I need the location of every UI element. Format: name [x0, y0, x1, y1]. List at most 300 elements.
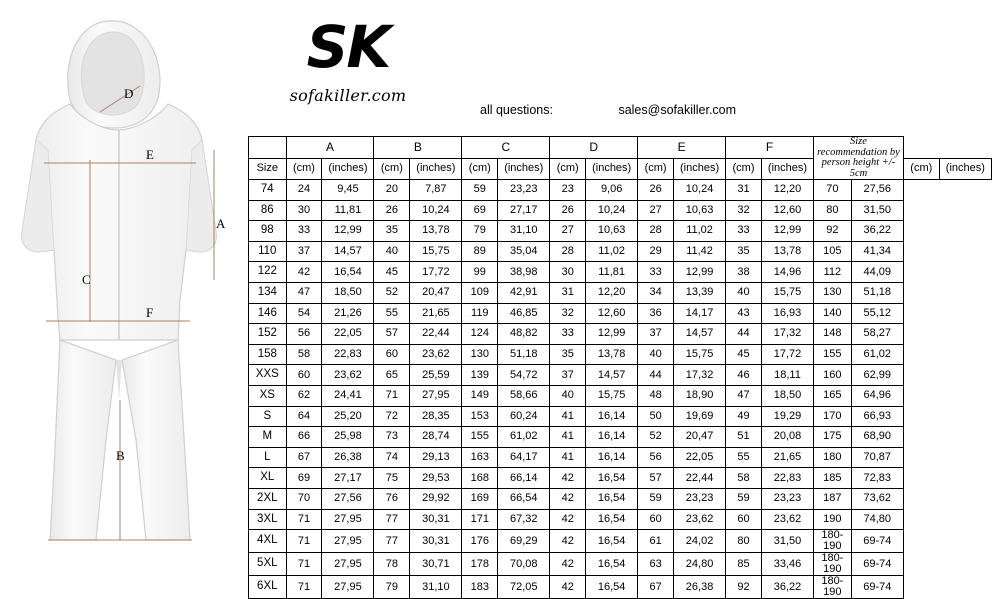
- cell-r10-c0: 62: [286, 385, 322, 406]
- cell-r4-c6: 30: [550, 262, 586, 283]
- cell-r17-c9: 24,02: [674, 530, 726, 553]
- cell-r18-c0: 71: [286, 553, 322, 576]
- cell-r9-c13: 62,99: [851, 365, 903, 386]
- cell-r2-c7: 10,63: [586, 221, 638, 242]
- cell-r8-c13: 61,02: [851, 344, 903, 365]
- cell-size-98: 98: [249, 221, 287, 242]
- cell-r1-c8: 27: [638, 200, 674, 221]
- cell-r3-c11: 13,78: [761, 241, 813, 262]
- cell-r6-c13: 55,12: [851, 303, 903, 324]
- cell-r4-c2: 45: [374, 262, 410, 283]
- cell-r11-c6: 41: [550, 406, 586, 427]
- cell-r12-c13: 68,90: [851, 427, 903, 448]
- column-header-a-cm: (cm): [286, 158, 322, 180]
- cell-r5-c1: 18,50: [322, 282, 374, 303]
- column-header-e-in: (inches): [674, 158, 726, 180]
- cell-r2-c13: 36,22: [851, 221, 903, 242]
- cell-r2-c6: 27: [550, 221, 586, 242]
- crotch-detail: [116, 360, 122, 400]
- cell-r16-c11: 23,62: [761, 509, 813, 530]
- cell-r9-c12: 160: [814, 365, 852, 386]
- cell-r16-c8: 60: [638, 509, 674, 530]
- cell-r11-c8: 50: [638, 406, 674, 427]
- cell-r15-c12: 187: [814, 488, 852, 509]
- cell-r19-c11: 36,22: [761, 576, 813, 599]
- cell-r8-c12: 155: [814, 344, 852, 365]
- cell-r5-c10: 40: [726, 282, 762, 303]
- cell-r11-c3: 28,35: [410, 406, 462, 427]
- cell-r0-c3: 7,87: [410, 180, 462, 201]
- table-row: [249, 262, 992, 283]
- cell-r14-c3: 29,53: [410, 468, 462, 489]
- cell-r5-c13: 51,18: [851, 282, 903, 303]
- cell-r6-c7: 12,60: [586, 303, 638, 324]
- table-row: [249, 553, 992, 576]
- table-row: [249, 282, 992, 303]
- cell-r2-c9: 11,02: [674, 221, 726, 242]
- cell-r17-c1: 27,95: [322, 530, 374, 553]
- cell-r4-c12: 112: [814, 262, 852, 283]
- cell-r3-c1: 14,57: [322, 241, 374, 262]
- cell-r12-c6: 41: [550, 427, 586, 448]
- cell-r14-c13: 72,83: [851, 468, 903, 489]
- cell-size-m: M: [249, 427, 287, 448]
- cell-r1-c13: 31,50: [851, 200, 903, 221]
- cell-r18-c5: 70,08: [498, 553, 550, 576]
- cell-r0-c2: 20: [374, 180, 410, 201]
- cell-r4-c7: 11,81: [586, 262, 638, 283]
- cell-r19-c4: 183: [462, 576, 498, 599]
- cell-size-158: 158: [249, 344, 287, 365]
- cell-r6-c10: 43: [726, 303, 762, 324]
- cell-r14-c8: 57: [638, 468, 674, 489]
- cell-r2-c4: 79: [462, 221, 498, 242]
- dim-label-c: C: [82, 272, 91, 287]
- table-row: [249, 385, 992, 406]
- cell-r15-c0: 70: [286, 488, 322, 509]
- cell-r2-c10: 33: [726, 221, 762, 242]
- cell-r12-c5: 61,02: [498, 427, 550, 448]
- cell-r17-c4: 176: [462, 530, 498, 553]
- cell-r18-c3: 30,71: [410, 553, 462, 576]
- cell-r5-c6: 31: [550, 282, 586, 303]
- cell-r6-c6: 32: [550, 303, 586, 324]
- dim-label-e: E: [146, 147, 154, 162]
- cell-r6-c0: 54: [286, 303, 322, 324]
- cell-r8-c10: 45: [726, 344, 762, 365]
- cell-r12-c4: 155: [462, 427, 498, 448]
- cell-r14-c4: 168: [462, 468, 498, 489]
- cell-r15-c7: 16,54: [586, 488, 638, 509]
- cell-r0-c11: 12,20: [761, 180, 813, 201]
- column-header-b-in: (inches): [410, 158, 462, 180]
- cell-r14-c5: 66,14: [498, 468, 550, 489]
- cell-r18-c6: 42: [550, 553, 586, 576]
- cell-r10-c7: 15,75: [586, 385, 638, 406]
- cell-r8-c3: 23,62: [410, 344, 462, 365]
- cell-r4-c5: 38,98: [498, 262, 550, 283]
- cell-r5-c2: 52: [374, 282, 410, 303]
- cell-size-6xl: 6XL: [249, 576, 287, 599]
- group-header-a: A: [286, 137, 374, 159]
- cell-r5-c9: 13,39: [674, 282, 726, 303]
- cell-size-4xl: 4XL: [249, 530, 287, 553]
- cell-r18-c2: 78: [374, 553, 410, 576]
- cell-r11-c10: 49: [726, 406, 762, 427]
- cell-r12-c12: 175: [814, 427, 852, 448]
- cell-r1-c3: 10,24: [410, 200, 462, 221]
- cell-r13-c11: 21,65: [761, 447, 813, 468]
- dim-label-f: F: [146, 305, 154, 320]
- cell-r14-c1: 27,17: [322, 468, 374, 489]
- cell-r7-c12: 148: [814, 324, 852, 345]
- cell-r13-c9: 22,05: [674, 447, 726, 468]
- cell-r16-c10: 60: [726, 509, 762, 530]
- cell-r7-c5: 48,82: [498, 324, 550, 345]
- cell-size-110: 110: [249, 241, 287, 262]
- brand-block: [248, 12, 448, 132]
- cell-r16-c1: 27,95: [322, 509, 374, 530]
- cell-r12-c7: 16,14: [586, 427, 638, 448]
- cell-r13-c6: 41: [550, 447, 586, 468]
- cell-r6-c12: 140: [814, 303, 852, 324]
- cell-r19-c8: 67: [638, 576, 674, 599]
- cell-r7-c4: 124: [462, 324, 498, 345]
- cell-r5-c4: 109: [462, 282, 498, 303]
- cell-size-l: L: [249, 447, 287, 468]
- cell-r3-c7: 11,02: [586, 241, 638, 262]
- group-header-b: B: [374, 137, 462, 159]
- cell-r14-c11: 22,83: [761, 468, 813, 489]
- cell-r19-c1: 27,95: [322, 576, 374, 599]
- cell-r4-c3: 17,72: [410, 262, 462, 283]
- cell-r11-c0: 64: [286, 406, 322, 427]
- cell-r9-c6: 37: [550, 365, 586, 386]
- cell-r8-c11: 17,72: [761, 344, 813, 365]
- cell-r15-c1: 27,56: [322, 488, 374, 509]
- cell-r15-c13: 73,62: [851, 488, 903, 509]
- cell-r1-c1: 11,81: [322, 200, 374, 221]
- cell-r0-c1: 9,45: [322, 180, 374, 201]
- cell-r6-c5: 46,85: [498, 303, 550, 324]
- cell-r7-c11: 17,32: [761, 324, 813, 345]
- table-row: [249, 180, 992, 201]
- spacer-cell: [249, 137, 287, 159]
- cell-r4-c4: 99: [462, 262, 498, 283]
- table-row: [249, 241, 992, 262]
- cell-r16-c0: 71: [286, 509, 322, 530]
- cell-r3-c13: 41,34: [851, 241, 903, 262]
- cell-r8-c0: 58: [286, 344, 322, 365]
- dim-label-d: D: [124, 86, 134, 101]
- cell-r0-c10: 31: [726, 180, 762, 201]
- cell-r19-c13: 69-74: [851, 576, 903, 599]
- cell-r10-c2: 71: [374, 385, 410, 406]
- cell-r3-c10: 35: [726, 241, 762, 262]
- cell-size-xxs: XXS: [249, 365, 287, 386]
- cell-r19-c6: 42: [550, 576, 586, 599]
- cell-r11-c1: 25,20: [322, 406, 374, 427]
- cell-r9-c0: 60: [286, 365, 322, 386]
- cell-r8-c6: 35: [550, 344, 586, 365]
- cell-r10-c1: 24,41: [322, 385, 374, 406]
- cell-r9-c2: 65: [374, 365, 410, 386]
- cell-r17-c10: 80: [726, 530, 762, 553]
- cell-size-s: S: [249, 406, 287, 427]
- cell-r11-c4: 153: [462, 406, 498, 427]
- cell-size-86: 86: [249, 200, 287, 221]
- cell-r0-c0: 24: [286, 180, 322, 201]
- cell-r16-c6: 42: [550, 509, 586, 530]
- cell-r17-c12: 180-190: [814, 530, 852, 553]
- table-row: [249, 576, 992, 599]
- cell-r3-c5: 35,04: [498, 241, 550, 262]
- cell-r14-c7: 16,54: [586, 468, 638, 489]
- cell-r11-c7: 16,14: [586, 406, 638, 427]
- cell-r14-c2: 75: [374, 468, 410, 489]
- column-header-f-cm: (cm): [726, 158, 762, 180]
- cell-r17-c5: 69,29: [498, 530, 550, 553]
- cell-r9-c10: 46: [726, 365, 762, 386]
- table-row: [249, 509, 992, 530]
- cell-r5-c8: 34: [638, 282, 674, 303]
- cell-size-74: 74: [249, 180, 287, 201]
- cell-r0-c9: 10,24: [674, 180, 726, 201]
- cell-r8-c8: 40: [638, 344, 674, 365]
- cell-r12-c1: 25,98: [322, 427, 374, 448]
- cell-r18-c12: 180-190: [814, 553, 852, 576]
- cell-r1-c0: 30: [286, 200, 322, 221]
- sofakiller-logo: SK: [306, 13, 390, 81]
- group-header-c: C: [462, 137, 550, 159]
- cell-r17-c7: 16,54: [586, 530, 638, 553]
- cell-r10-c9: 18,90: [674, 385, 726, 406]
- cell-r7-c6: 33: [550, 324, 586, 345]
- cell-r0-c12: 70: [814, 180, 852, 201]
- cell-r2-c12: 92: [814, 221, 852, 242]
- cell-r13-c10: 55: [726, 447, 762, 468]
- cell-r3-c6: 28: [550, 241, 586, 262]
- cell-r0-c6: 23: [550, 180, 586, 201]
- cell-size-134: 134: [249, 282, 287, 303]
- cell-r13-c4: 163: [462, 447, 498, 468]
- column-header-size: Size: [249, 158, 287, 180]
- cell-size-5xl: 5XL: [249, 553, 287, 576]
- cell-r3-c9: 11,42: [674, 241, 726, 262]
- cell-r0-c5: 23,23: [498, 180, 550, 201]
- cell-r15-c9: 23,23: [674, 488, 726, 509]
- cell-r17-c8: 61: [638, 530, 674, 553]
- cell-r7-c1: 22,05: [322, 324, 374, 345]
- cell-r10-c5: 58,66: [498, 385, 550, 406]
- cell-r8-c1: 22,83: [322, 344, 374, 365]
- brand-website: sofakiller.com: [289, 86, 407, 105]
- column-header-e-cm: (cm): [638, 158, 674, 180]
- cell-r17-c13: 69-74: [851, 530, 903, 553]
- cell-r13-c1: 26,38: [322, 447, 374, 468]
- cell-r6-c8: 36: [638, 303, 674, 324]
- cell-r15-c4: 169: [462, 488, 498, 509]
- garment-illustration-panel: [0, 0, 250, 584]
- cell-r9-c9: 17,32: [674, 365, 726, 386]
- cell-r6-c4: 119: [462, 303, 498, 324]
- cell-r9-c4: 139: [462, 365, 498, 386]
- group-header-e: E: [638, 137, 726, 159]
- cell-r19-c7: 16,54: [586, 576, 638, 599]
- cell-r14-c10: 58: [726, 468, 762, 489]
- cell-r1-c6: 26: [550, 200, 586, 221]
- cell-r4-c13: 44,09: [851, 262, 903, 283]
- contact-label: all questions:: [480, 103, 553, 117]
- cell-r8-c9: 15,75: [674, 344, 726, 365]
- group-header-d: D: [550, 137, 638, 159]
- cell-r9-c7: 14,57: [586, 365, 638, 386]
- contact-email[interactable]: sales@sofakiller.com: [618, 103, 737, 117]
- table-row: [249, 303, 992, 324]
- cell-r8-c4: 130: [462, 344, 498, 365]
- cell-r1-c10: 32: [726, 200, 762, 221]
- cell-r4-c8: 33: [638, 262, 674, 283]
- cell-r11-c5: 60,24: [498, 406, 550, 427]
- cell-r18-c13: 69-74: [851, 553, 903, 576]
- cell-r9-c3: 25,59: [410, 365, 462, 386]
- cell-r12-c9: 20,47: [674, 427, 726, 448]
- cell-r2-c5: 31,10: [498, 221, 550, 242]
- cell-r18-c1: 27,95: [322, 553, 374, 576]
- cell-r15-c5: 66,54: [498, 488, 550, 509]
- cell-r10-c3: 27,95: [410, 385, 462, 406]
- cell-r1-c11: 12,60: [761, 200, 813, 221]
- cell-r13-c13: 70,87: [851, 447, 903, 468]
- cell-r12-c10: 51: [726, 427, 762, 448]
- cell-size-122: 122: [249, 262, 287, 283]
- cell-r16-c4: 171: [462, 509, 498, 530]
- size-chart-table-wrap: [248, 136, 992, 599]
- cell-r16-c12: 190: [814, 509, 852, 530]
- column-header-f-in: (inches): [761, 158, 813, 180]
- cell-r12-c2: 73: [374, 427, 410, 448]
- cell-r13-c0: 67: [286, 447, 322, 468]
- cell-r3-c3: 15,75: [410, 241, 462, 262]
- cell-r4-c11: 14,96: [761, 262, 813, 283]
- cell-r1-c4: 69: [462, 200, 498, 221]
- table-row: [249, 468, 992, 489]
- cell-r2-c2: 35: [374, 221, 410, 242]
- cell-r15-c3: 29,92: [410, 488, 462, 509]
- cell-r19-c10: 92: [726, 576, 762, 599]
- cell-r16-c5: 67,32: [498, 509, 550, 530]
- cell-r1-c5: 27,17: [498, 200, 550, 221]
- cell-r11-c2: 72: [374, 406, 410, 427]
- cell-r9-c8: 44: [638, 365, 674, 386]
- cell-r4-c0: 42: [286, 262, 322, 283]
- cell-size-3xl: 3XL: [249, 509, 287, 530]
- cell-r18-c9: 24,80: [674, 553, 726, 576]
- cell-r10-c12: 165: [814, 385, 852, 406]
- cell-r9-c1: 23,62: [322, 365, 374, 386]
- cell-r5-c3: 20,47: [410, 282, 462, 303]
- cell-r3-c0: 37: [286, 241, 322, 262]
- cell-r17-c0: 71: [286, 530, 322, 553]
- cell-r0-c8: 26: [638, 180, 674, 201]
- column-header-reco-in: (inches): [939, 158, 991, 180]
- dim-label-a: A: [216, 216, 226, 231]
- size-chart-table: [248, 136, 992, 599]
- cell-r7-c2: 57: [374, 324, 410, 345]
- dim-label-b: B: [116, 448, 125, 463]
- cell-r2-c3: 13,78: [410, 221, 462, 242]
- cell-r14-c0: 69: [286, 468, 322, 489]
- cell-size-146: 146: [249, 303, 287, 324]
- cell-r15-c10: 59: [726, 488, 762, 509]
- table-row: [249, 406, 992, 427]
- cell-r15-c8: 59: [638, 488, 674, 509]
- cell-r17-c11: 31,50: [761, 530, 813, 553]
- cell-r16-c9: 23,62: [674, 509, 726, 530]
- cell-r16-c7: 16,54: [586, 509, 638, 530]
- cell-r10-c4: 149: [462, 385, 498, 406]
- cell-r0-c4: 59: [462, 180, 498, 201]
- cell-r1-c12: 80: [814, 200, 852, 221]
- cell-r7-c9: 14,57: [674, 324, 726, 345]
- cell-r10-c8: 48: [638, 385, 674, 406]
- cell-r19-c5: 72,05: [498, 576, 550, 599]
- cell-r1-c7: 10,24: [586, 200, 638, 221]
- cell-r11-c9: 19,69: [674, 406, 726, 427]
- cell-r12-c8: 52: [638, 427, 674, 448]
- table-row: [249, 200, 992, 221]
- cell-r6-c2: 55: [374, 303, 410, 324]
- cell-r19-c12: 180-190: [814, 576, 852, 599]
- column-header-reco-cm: (cm): [903, 158, 939, 180]
- cell-r8-c2: 60: [374, 344, 410, 365]
- cell-r14-c6: 42: [550, 468, 586, 489]
- cell-r7-c10: 44: [726, 324, 762, 345]
- hood-inner: [81, 32, 144, 115]
- cell-r17-c6: 42: [550, 530, 586, 553]
- column-header-c-cm: (cm): [462, 158, 498, 180]
- cell-r12-c11: 20,08: [761, 427, 813, 448]
- column-header-b-cm: (cm): [374, 158, 410, 180]
- cell-size-xl: XL: [249, 468, 287, 489]
- cell-r4-c1: 16,54: [322, 262, 374, 283]
- cell-r17-c2: 77: [374, 530, 410, 553]
- jumpsuit-diagram: [0, 0, 250, 584]
- column-header-d-in: (inches): [586, 158, 638, 180]
- cell-r1-c9: 10,63: [674, 200, 726, 221]
- cell-r16-c2: 77: [374, 509, 410, 530]
- column-header-c-in: (inches): [498, 158, 550, 180]
- cell-r6-c9: 14,17: [674, 303, 726, 324]
- cell-r3-c4: 89: [462, 241, 498, 262]
- column-header-a-in: (inches): [322, 158, 374, 180]
- cell-r0-c7: 9,06: [586, 180, 638, 201]
- cell-r11-c11: 19,29: [761, 406, 813, 427]
- cell-r10-c13: 64,96: [851, 385, 903, 406]
- cell-r5-c12: 130: [814, 282, 852, 303]
- cell-size-2xl: 2XL: [249, 488, 287, 509]
- cell-r6-c11: 16,93: [761, 303, 813, 324]
- group-header-f: F: [726, 137, 814, 159]
- cell-r13-c3: 29,13: [410, 447, 462, 468]
- cell-r8-c5: 51,18: [498, 344, 550, 365]
- cell-r14-c12: 185: [814, 468, 852, 489]
- cell-r3-c12: 105: [814, 241, 852, 262]
- table-row: [249, 488, 992, 509]
- cell-r19-c3: 31,10: [410, 576, 462, 599]
- contact-block: [480, 103, 736, 117]
- cell-r4-c9: 12,99: [674, 262, 726, 283]
